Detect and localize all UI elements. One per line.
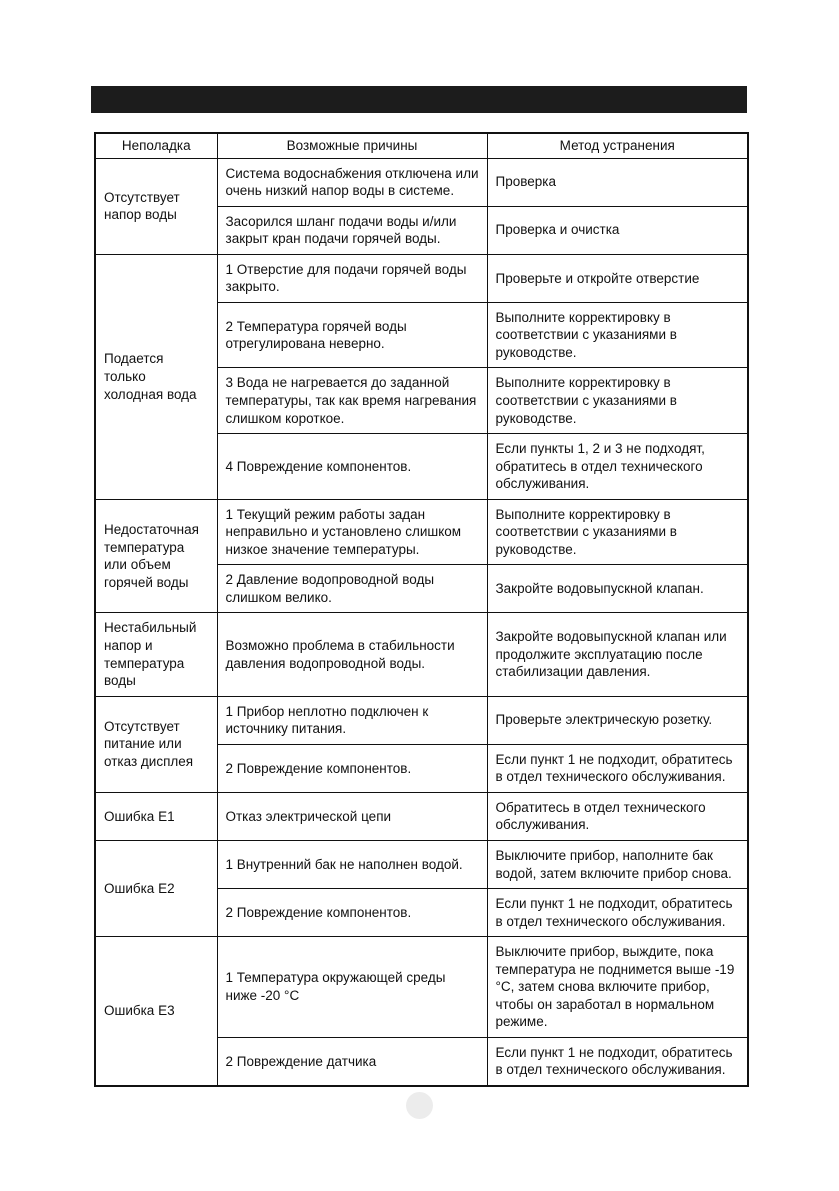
remedy-cell: Закройте водовыпускной клапан или продолжите эксплуатацию после стабилизации давления. xyxy=(487,613,748,696)
problem-cell: Недостаточная температура или объем горячей воды xyxy=(95,499,217,613)
troubleshooting-table-wrap xyxy=(94,132,747,1087)
problem-cell: Отсутствует напор воды xyxy=(95,158,217,254)
troubleshooting-table xyxy=(94,132,749,1087)
problem-cell: Ошибка E2 xyxy=(95,840,217,936)
problem-cell: Ошибка E3 xyxy=(95,937,217,1086)
remedy-cell: Проверьте электрическую розетку. xyxy=(487,696,748,744)
cause-cell: 2 Повреждение датчика xyxy=(217,1037,487,1086)
table-row xyxy=(95,840,748,888)
cause-cell: 3 Вода не нагревается до заданной температуры, так как время нагревания слишком короткое. xyxy=(217,368,487,434)
remedy-cell: Выключите прибор, наполните бак водой, затем включите прибор снова. xyxy=(487,840,748,888)
cause-cell: Отказ электрической цепи xyxy=(217,792,487,840)
table-row xyxy=(95,792,748,840)
remedy-cell: Выполните корректировку в соответствии с указаниями в руководстве. xyxy=(487,499,748,565)
remedy-cell: Выполните корректировку в соответствии с указаниями в руководстве. xyxy=(487,368,748,434)
cause-cell: 2 Повреждение компонентов. xyxy=(217,744,487,792)
remedy-cell: Если пункт 1 не подходит, обратитесь в отдел технического обслуживания. xyxy=(487,889,748,937)
cause-cell: 2 Давление водопроводной воды слишком велико. xyxy=(217,565,487,613)
cause-cell: Система водоснабжения отключена или очень низкий напор воды в системе. xyxy=(217,158,487,206)
remedy-cell: Если пункт 1 не подходит, обратитесь в отдел технического обслуживания. xyxy=(487,744,748,792)
cause-cell: Засорился шланг подачи воды и/или закрыт кран подачи горячей воды. xyxy=(217,206,487,254)
remedy-cell: Закройте водовыпускной клапан. xyxy=(487,565,748,613)
cause-cell: 2 Температура горячей воды отрегулирована неверно. xyxy=(217,302,487,368)
column-header-remedy: Метод устранения xyxy=(487,133,748,158)
column-header-causes: Возможные причины xyxy=(217,133,487,158)
remedy-cell: Проверка и очистка xyxy=(487,206,748,254)
table-row xyxy=(95,613,748,696)
remedy-cell: Если пункт 1 не подходит, обратитесь в отдел технического обслуживания. xyxy=(487,1037,748,1086)
problem-cell: Ошибка E1 xyxy=(95,792,217,840)
remedy-cell: Выполните корректировку в соответствии с указаниями в руководстве. xyxy=(487,302,748,368)
cause-cell: 1 Температура окружающей среды ниже -20 °C xyxy=(217,937,487,1038)
problem-cell: Нестабильный напор и температура воды xyxy=(95,613,217,696)
problem-cell: Отсутствует питание или отказ дисплея xyxy=(95,696,217,792)
remedy-cell: Выключите прибор, выждите, пока температура не поднимется выше -19 °C, затем снова включите прибор, чтобы он заработал в нормальном режиме. xyxy=(487,937,748,1038)
problem-cell: Подается только холодная вода xyxy=(95,254,217,499)
cause-cell: Возможно проблема в стабильности давления водопроводной воды. xyxy=(217,613,487,696)
cause-cell: 1 Отверстие для подачи горячей воды закрыто. xyxy=(217,254,487,302)
table-row xyxy=(95,158,748,206)
remedy-cell: Обратитесь в отдел технического обслуживания. xyxy=(487,792,748,840)
column-header-problem: Неполадка xyxy=(95,133,217,158)
remedy-cell: Если пункты 1, 2 и 3 не подходят, обратитесь в отдел технического обслуживания. xyxy=(487,434,748,500)
cause-cell: 1 Текущий режим работы задан неправильно и установлено слишком низкое значение температуры. xyxy=(217,499,487,565)
table-row xyxy=(95,937,748,1038)
cause-cell: 1 Внутренний бак не наполнен водой. xyxy=(217,840,487,888)
table-header-row xyxy=(95,133,748,158)
page-number-circle xyxy=(406,1092,433,1119)
table-row xyxy=(95,254,748,302)
cause-cell: 1 Прибор неплотно подключен к источнику питания. xyxy=(217,696,487,744)
cause-cell: 2 Повреждение компонентов. xyxy=(217,889,487,937)
remedy-cell: Проверка xyxy=(487,158,748,206)
section-header-bar xyxy=(91,86,747,113)
remedy-cell: Проверьте и откройте отверстие xyxy=(487,254,748,302)
cause-cell: 4 Повреждение компонентов. xyxy=(217,434,487,500)
table-row xyxy=(95,499,748,565)
table-row xyxy=(95,696,748,744)
